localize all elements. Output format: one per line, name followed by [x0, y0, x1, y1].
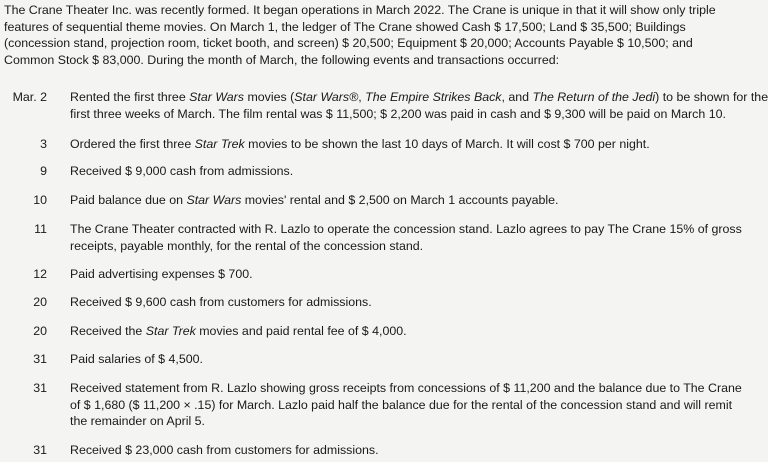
description-line: Received statement from R. Lazlo showing gross receipts from concessions of $ 11,200 and the balance due to The Crane [70, 381, 742, 395]
transaction-date: Mar. 2 [12, 90, 47, 104]
transaction-description [70, 221, 742, 254]
description-line: the remainder on April 5. [70, 414, 205, 428]
intro-paragraph [4, 2, 716, 68]
intro-line: features of sequential theme movies. On March 1, the ledger of The Crane showed Cash $ 17,500; Land $ 35,500; Buildings [4, 19, 686, 34]
description-line: Received the Star Trek movies and paid rental fee of $ 4,000. [70, 324, 407, 338]
transaction-date: 12 [33, 267, 47, 281]
transaction-date: 31 [33, 443, 47, 457]
transaction-date: 11 [34, 222, 47, 236]
transaction-date: 10 [33, 193, 47, 207]
description-line: Paid salaries of $ 4,500. [70, 352, 203, 366]
transaction-description [70, 351, 710, 368]
description-line: Ordered the first three Star Trek movies to be shown the last 10 days of March. It will cost $ 700 per night. [70, 137, 650, 151]
transaction-description [70, 442, 710, 459]
description-line: receipts, payable monthly, for the rental of the concession stand. [70, 238, 424, 253]
description-line: of $ 1,680 ($ 11,200 × .15) for March. Lazlo paid half the balance due for the rental of the concession stand and will remit [70, 397, 733, 412]
transaction-description [70, 294, 710, 311]
transaction-date: 20 [33, 295, 47, 309]
description-line: Received $ 9,600 cash from customers for admissions. [70, 295, 372, 309]
description-line: The Crane Theater contracted with R. Lazlo to operate the concession stand. Lazlo agrees to pay The Crane 15% of gross [70, 222, 742, 236]
transaction-date: 31 [33, 381, 47, 395]
transaction-description [70, 136, 710, 153]
description-line: Paid advertising expenses $ 700. [70, 267, 253, 281]
transaction-date: 31 [33, 352, 47, 366]
transaction-description [70, 323, 710, 340]
transaction-date: 9 [40, 164, 47, 178]
transaction-date: 20 [33, 324, 47, 338]
transaction-description [70, 89, 768, 122]
description-line: Rented the first three Star Wars movies (Star Wars®, The Empire Strikes Back, and The Return of the Jedi) to be shown for the [70, 90, 768, 104]
transaction-description [70, 163, 710, 180]
intro-line: Common Stock $ 83,000. During the month of March, the following events and transactions occurred: [4, 52, 560, 67]
transaction-description [70, 192, 710, 209]
description-line: Received $ 23,000 cash from customers for admissions. [70, 443, 379, 457]
transaction-date: 3 [40, 137, 47, 151]
intro-line: (concession stand, projection room, ticket booth, and screen) $ 20,500; Equipment $ 20,000; Accounts Payable $ 10,500; and [4, 36, 693, 50]
intro-line: The Crane Theater Inc. was recently formed. It began operations in March 2022. The Crane is unique in that it will show only triple [4, 3, 716, 17]
transaction-description [70, 266, 710, 283]
description-line: first three weeks of March. The film rental was $ 11,500; $ 2,200 was paid in cash and $ 9,300 will be paid on March 10. [70, 106, 726, 121]
description-line: Received $ 9,000 cash from admissions. [70, 164, 294, 178]
description-line: Paid balance due on Star Wars movies' rental and $ 2,500 on March 1 accounts payable. [70, 193, 559, 207]
transaction-description [70, 380, 742, 430]
